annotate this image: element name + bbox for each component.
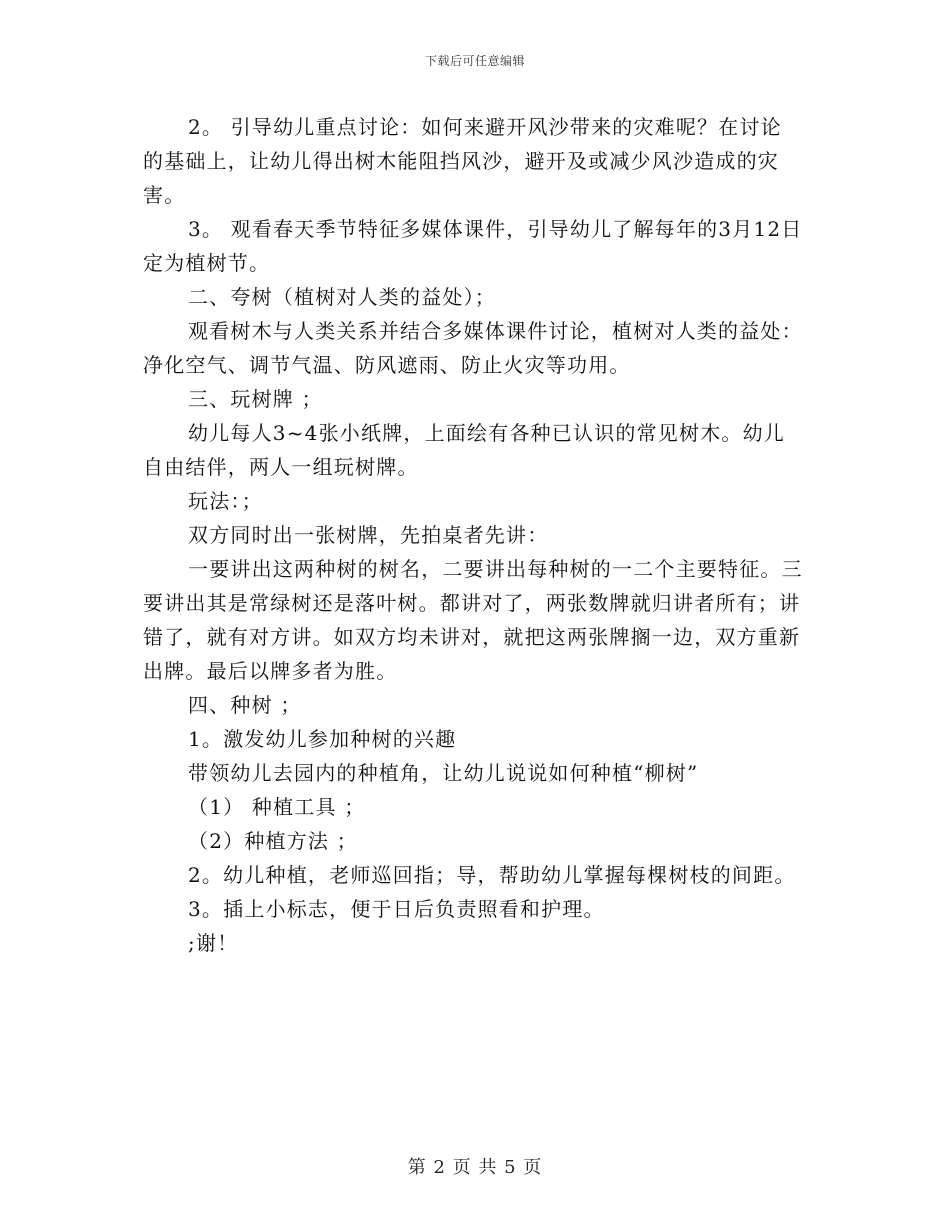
section-heading-tree-cards: 三、玩树牌 ； [188,387,323,411]
section-heading-plant-trees: 四、种树 ； [188,693,302,717]
paragraph-tree-benefits: 观看树木与人类关系并结合多媒体课件讨论，植树对人类的益处：净化空气、调节气温、防风遮雨、防止火灾等功用。 [143,319,803,377]
page-number: 第 2 页 共 5 页 [407,1157,543,1178]
page-header: 下载后可任意编辑 [424,54,525,68]
paragraph-play-start: 双方同时出一张树牌，先拍桌者先讲： [188,523,549,547]
label-rules: 玩法：； [188,489,263,513]
closing-thanks: ;谢！ [188,931,239,955]
paragraph-discussion: 2。 引导幼儿重点讨论：如何来避开风沙带来的灾难呢？在讨论的基础上，让幼儿得出树木能阻挡风沙，避开及或减少风沙造成的灾害。 [143,115,782,207]
paragraph-play-rules: 一要讲出这两种树的树名，二要讲出每种树的一二个主要特征。三要讲出其是常绿树还是落叶树。都讲对了，两张数牌就归讲者所有；讲错了，就有对方讲。如双方均未讲对，就把这两张牌搁一边，双方重新出牌。最后以牌多者为胜。 [143,557,803,683]
list-item-signs: 3。插上小标志，便于日后负责照看和护理。 [188,897,605,921]
list-item-planting: 2。幼儿种植，老师巡回指；导，帮助幼儿掌握每棵树枝的间距。 [188,863,796,887]
paragraph-planting-corner: 带领幼儿去园内的种植角，让幼儿说说如何种植“柳树” [188,761,699,785]
list-item-interest: 1。激发幼儿参加种树的兴趣 [188,727,457,751]
list-item-tools: （1） 种植工具 ； [188,795,366,819]
document-body [143,110,803,960]
section-heading-praise-trees: 二、夸树（植树对人类的益处）； [188,285,496,309]
list-item-methods: （2）种植方法 ； [188,829,358,853]
paragraph-card-setup: 幼儿每人3~4张小纸牌，上面绘有各种已认识的常见树木。幼儿自由结伴，两人一组玩树牌。 [143,421,786,479]
paragraph-arbor-day: 3。 观看春天季节特征多媒体课件，引导幼儿了解每年的3月12日定为植树节。 [143,217,803,275]
